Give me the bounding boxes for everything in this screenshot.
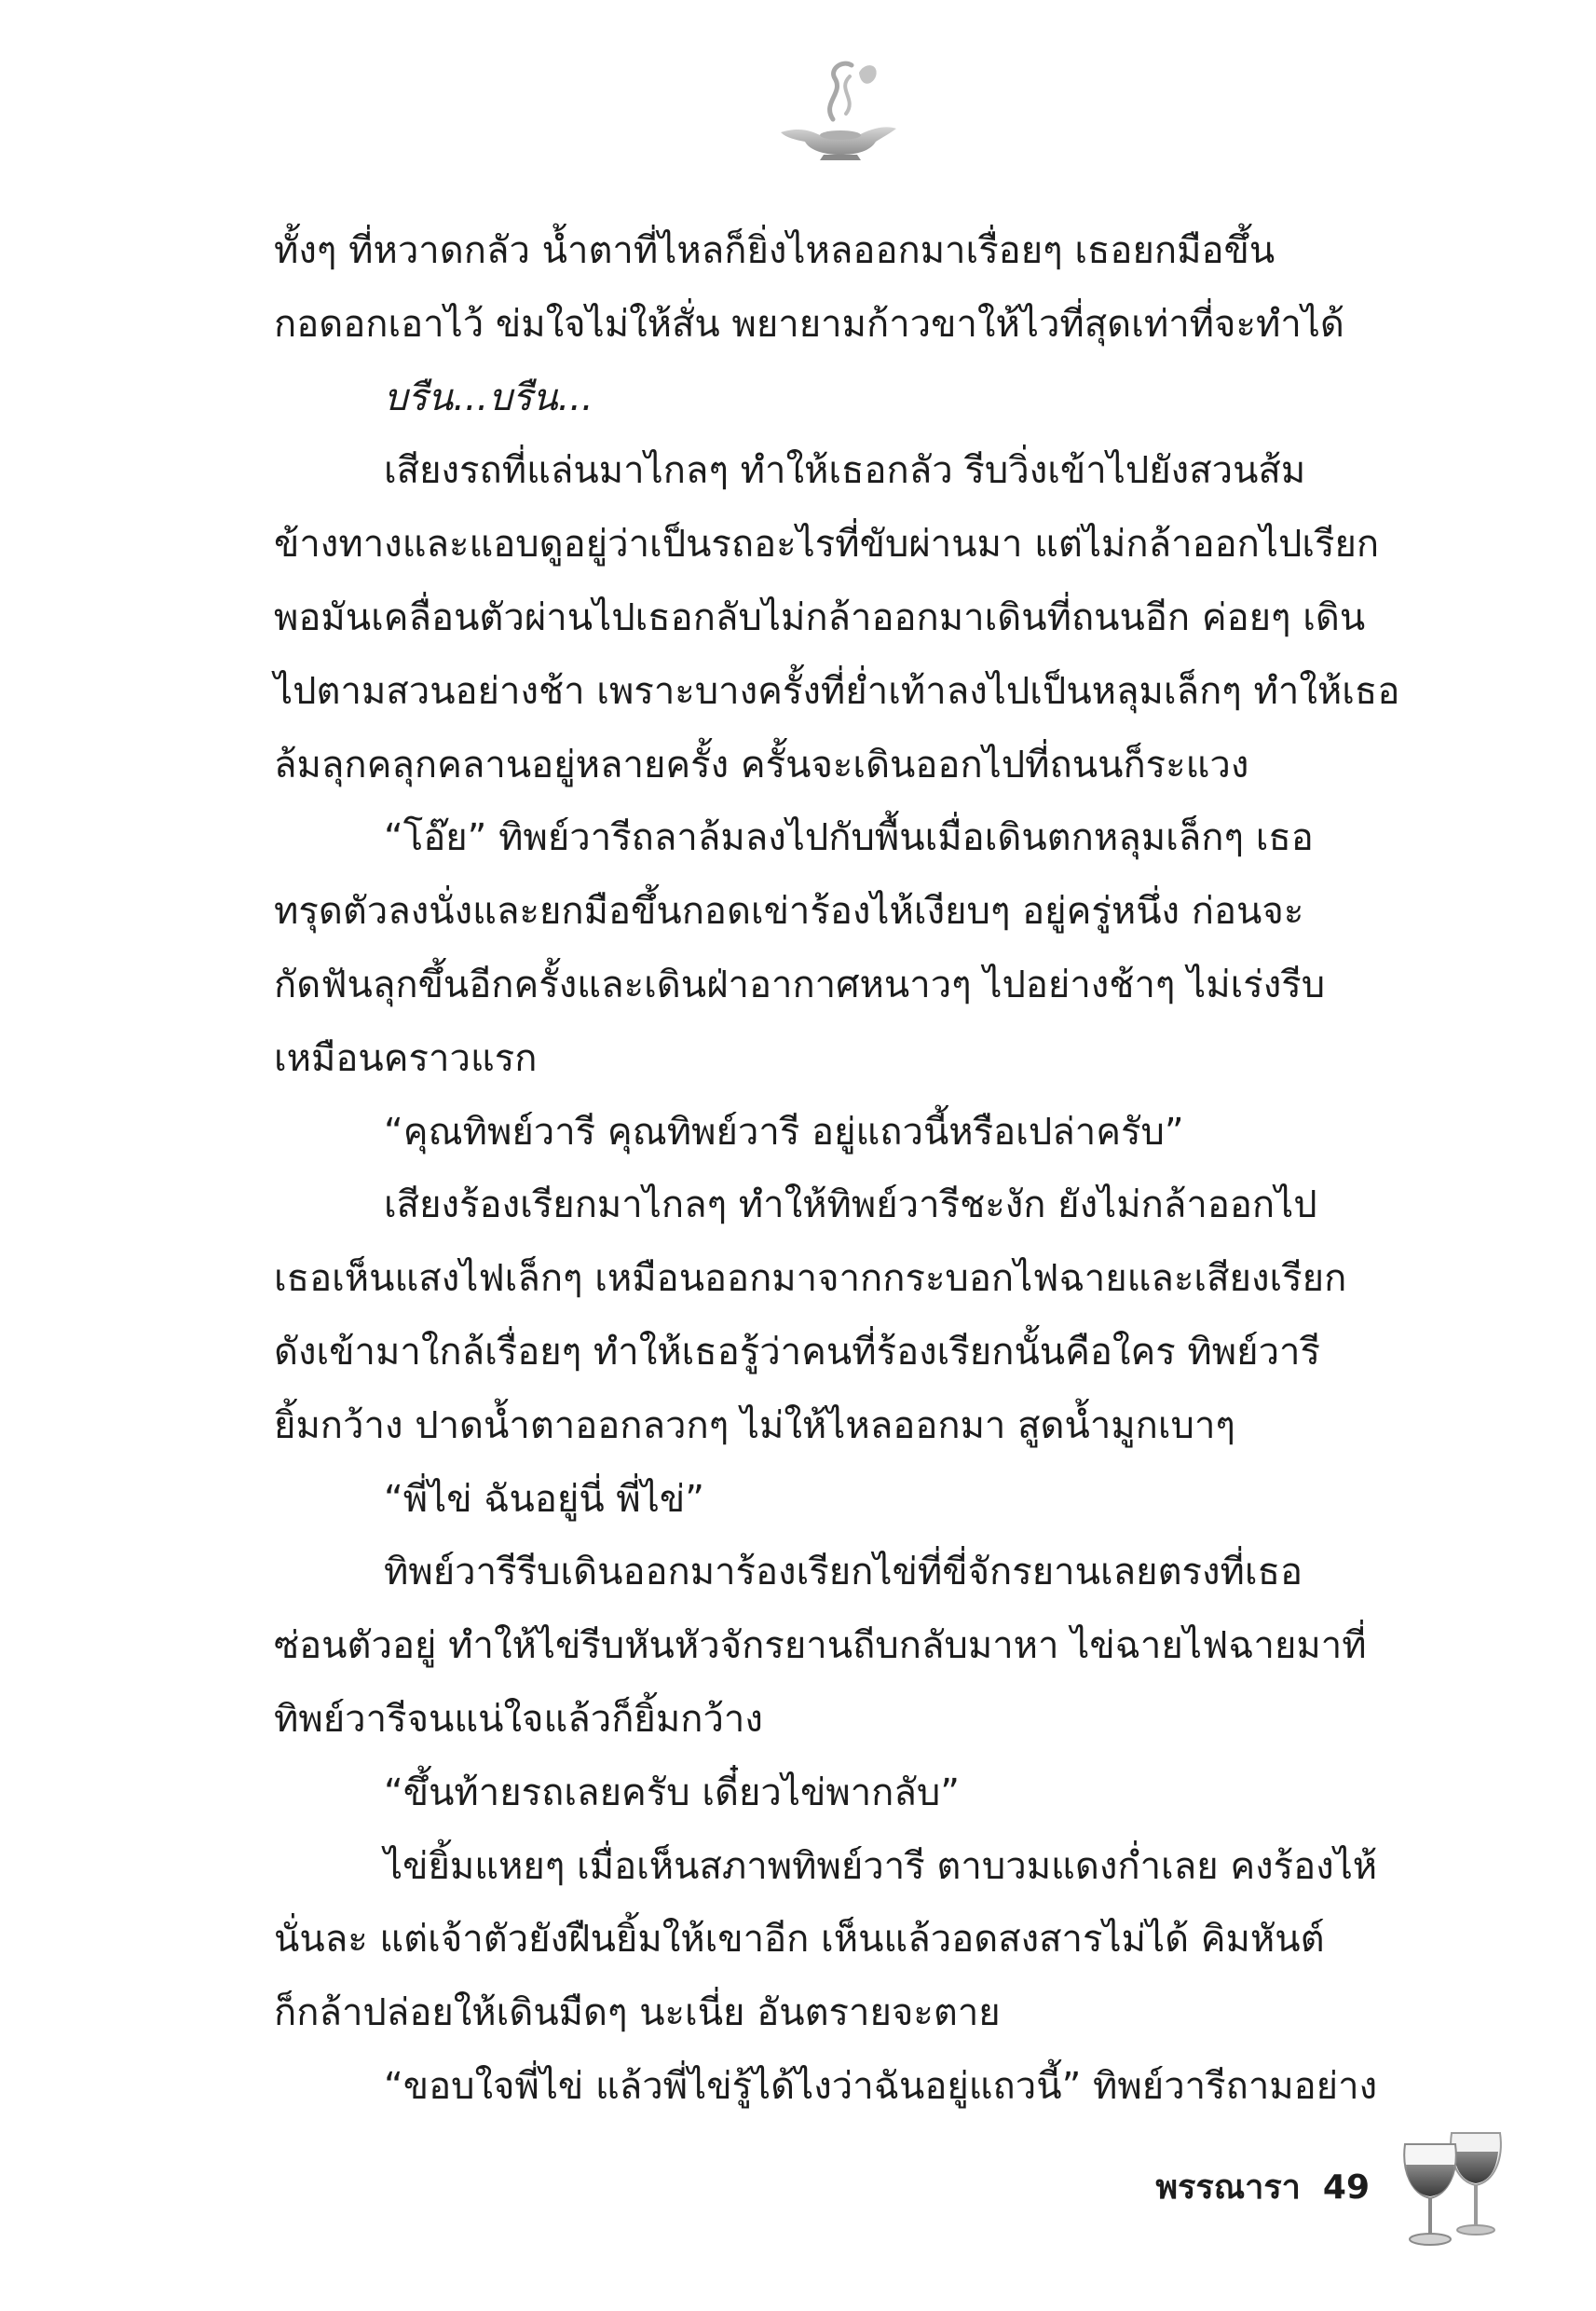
paragraph-start-line: ไข่ยิ้มแหยๆ เมื่อเห็นสภาพทิพย์วารี ตาบวมแดงก่ำเลย คงร้องไห้ (384, 1844, 1378, 1888)
text-line: ซ่อนตัวอยู่ ทำให้ไข่รีบหันหัวจักรยานถีบกลับมาหา ไข่ฉายไฟฉายมาที่ (274, 1624, 1367, 1668)
text-line: ก็กล้าปล่อยให้เดินมืดๆ นะเนี่ย อันตรายจะตาย (274, 1991, 1001, 2035)
chapter-body-text (274, 214, 1416, 2124)
paragraph-start-line: “โอ๊ย” ทิพย์วารีถลาล้มลงไปกับพื้นเมื่อเดินตกหลุมเล็กๆ เธอ (384, 816, 1314, 860)
dialogue-line: “พี่ไข่ ฉันอยู่นี่ พี่ไข่” (384, 1477, 704, 1521)
paragraph-start-line: เสียงรถที่แล่นมาไกลๆ ทำให้เธอกลัว รีบวิ่งเข้าไปยังสวนส้ม (384, 449, 1306, 493)
text-line: ทรุดตัวลงนั่งและยกมือขึ้นกอดเข่าร้องไห้เงียบๆ อยู่ครู่หนึ่ง ก่อนจะ (274, 890, 1304, 934)
book-title: พรรณารา (1155, 2168, 1301, 2207)
text-line: ทิพย์วารีจนแน่ใจแล้วก็ยิ้มกว้าง (274, 1697, 763, 1741)
text-line: ล้มลุกคลุกคลานอยู่หลายครั้ง ครั้นจะเดินออกไปที่ถนนก็ระแวง (274, 743, 1249, 786)
genie-lamp-icon (768, 52, 909, 164)
text-line: เหมือนคราวแรก (274, 1036, 538, 1080)
text-line: ยิ้มกว้าง ปาดน้ำตาออกลวกๆ ไม่ให้ไหลออกมา สูดน้ำมูกเบาๆ (274, 1403, 1235, 1447)
page-footer (1152, 2160, 1370, 2216)
dialogue-line: “ขอบใจพี่ไข่ แล้วพี่ไข่รู้ได้ไงว่าฉันอยู่แถวนี้” ทิพย์วารีถามอย่าง (384, 2064, 1378, 2108)
text-line: ทั้งๆ ที่หวาดกลัว น้ำตาที่ไหลก็ยิ่งไหลออกมาเรื่อยๆ เธอยกมือขึ้น (274, 229, 1275, 272)
text-line: เธอเห็นแสงไฟเล็กๆ เหมือนออกมาจากกระบอกไฟฉายและเสียงเรียก (274, 1257, 1347, 1301)
text-line: กัดฟันลุกขึ้นอีกครั้งและเดินฝ่าอากาศหนาวๆ ไปอย่างช้าๆ ไม่เร่งรีบ (274, 963, 1326, 1006)
dialogue-line: “ขึ้นท้ายรถเลยครับ เดี๋ยวไข่พากลับ” (384, 1771, 961, 1814)
text-line: ไปตามสวนอย่างช้า เพราะบางครั้งที่ย่ำเท้าลงไปเป็นหลุมเล็กๆ ทำให้เธอ (274, 669, 1400, 713)
paragraph-start-line: ทิพย์วารีรีบเดินออกมาร้องเรียกไข่ที่ขี่จักรยานเลยตรงที่เธอ (384, 1551, 1303, 1594)
dialogue-line: “คุณทิพย์วารี คุณทิพย์วารี อยู่แถวนี้หรือเปล่าครับ” (384, 1110, 1184, 1154)
text-line: พอมันเคลื่อนตัวผ่านไปเธอกลับไม่กล้าออกมาเดินที่ถนนอีก ค่อยๆ เดิน (274, 595, 1366, 639)
page-number: 49 (1322, 2168, 1370, 2207)
wine-glasses-icon (1398, 2127, 1511, 2249)
text-line: ข้างทางและแอบดูอยู่ว่าเป็นรถอะไรที่ขับผ่านมา แต่ไม่กล้าออกไปเรียก (274, 523, 1380, 567)
sound-effect-line: บรืน...บรืน... (384, 376, 593, 419)
text-line: นั่นละ แต่เจ้าตัวยังฝืนยิ้มให้เขาอีก เห็นแล้วอดสงสารไม่ได้ คิมหันต์ (274, 1918, 1325, 1962)
text-line: กอดอกเอาไว้ ข่มใจไม่ให้สั่น พยายามก้าวขาให้ไวที่สุดเท่าที่จะทำได้ (274, 302, 1344, 346)
paragraph-start-line: เสียงร้องเรียกมาไกลๆ ทำให้ทิพย์วารีชะงัก ยังไม่กล้าออกไป (384, 1183, 1317, 1227)
text-line: ดังเข้ามาใกล้เรื่อยๆ ทำให้เธอรู้ว่าคนที่ร้องเรียกนั้นคือใคร ทิพย์วารี (274, 1330, 1320, 1374)
